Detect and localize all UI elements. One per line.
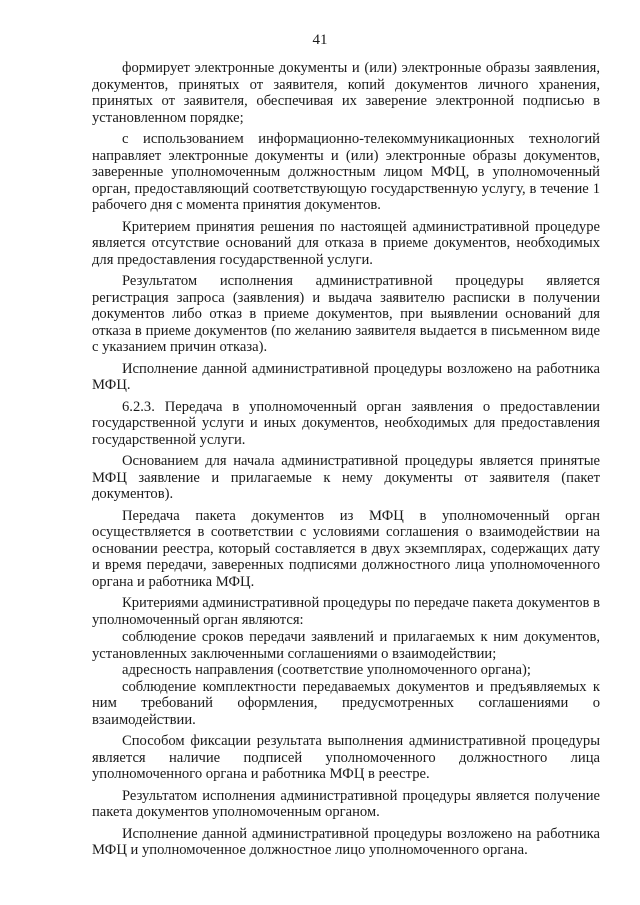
paragraph-1: формирует электронные документы и (или) электронные образы заявления, документов, принятых от заявителя, копий документов личного хранения, принятых от заявителя, обеспечивая их заверение электронной подписью в установленном порядке; bbox=[92, 60, 600, 126]
paragraph-9: Критериями административной процедуры по передаче пакета документов в уполномоченный орган являются: bbox=[92, 595, 600, 628]
paragraph-5: Исполнение данной административной процедуры возложено на работника МФЦ. bbox=[92, 360, 600, 393]
document-body bbox=[92, 60, 600, 864]
paragraph-4: Результатом исполнения административной процедуры является регистрация запроса (заявления) и выдача заявителю расписки в получении документов либо отказ в приеме документов, при выявлении оснований для отказа в приеме документов (по желанию заявителя выдается в письменном виде с указанием причин отказа). bbox=[92, 273, 600, 355]
page-number: 41 bbox=[312, 32, 328, 48]
paragraph-3: Критерием принятия решения по настоящей административной процедуре является отсутствие оснований для отказа в приеме документов, необходимых для предоставления государственной услуги. bbox=[92, 218, 600, 268]
paragraph-14: Результатом исполнения административной процедуры является получение пакета документов уполномоченным органом. bbox=[92, 787, 600, 820]
paragraph-7: Основанием для начала административной процедуры является принятые МФЦ заявление и прилагаемые к нему документы от заявителя (пакет документов). bbox=[92, 453, 600, 502]
criteria-item-3: соблюдение комплектности передаваемых документов и предъявляемых к ним требований оформления, предусмотренных соглашениями о взаимодействии. bbox=[92, 678, 600, 728]
paragraph-8: Передача пакета документов из МФЦ в уполномоченный орган осуществляется в соответствии с условиями соглашения о взаимодействии на основании реестра, который составляется в двух экземплярах, содержащих дату и время передачи, заверенных подписями должностного лица уполномоченного органа и работника МФЦ. bbox=[92, 507, 600, 590]
criteria-item-2: адресность направления (соответствие уполномоченного органа); bbox=[122, 662, 531, 678]
paragraph-2: с использованием информационно-телекоммуникационных технологий направляет электронные документы и (или) электронные образы документов, заверенные уполномоченным должностным лицом МФЦ, в уполномоченный орган, предоставляющий соответствующую государственную услугу, в течение 1 рабочего дня с момента принятия документов. bbox=[92, 131, 600, 213]
paragraph-15: Исполнение данной административной процедуры возложено на работника МФЦ и уполномоченное должностное лицо уполномоченного органа. bbox=[92, 825, 600, 858]
criteria-item-1: соблюдение сроков передачи заявлений и прилагаемых к ним документов, установленных заключенными соглашениями о взаимодействии; bbox=[92, 629, 600, 662]
section-heading-6-2-3: 6.2.3. Передача в уполномоченный орган заявления о предоставлении государственной услуги и иных документов, необходимых для предоставления государственной услуги. bbox=[92, 398, 600, 448]
paragraph-13: Способом фиксации результата выполнения административной процедуры является наличие подписей уполномоченного должностного лица уполномоченного органа и работника МФЦ в реестре. bbox=[92, 733, 600, 782]
